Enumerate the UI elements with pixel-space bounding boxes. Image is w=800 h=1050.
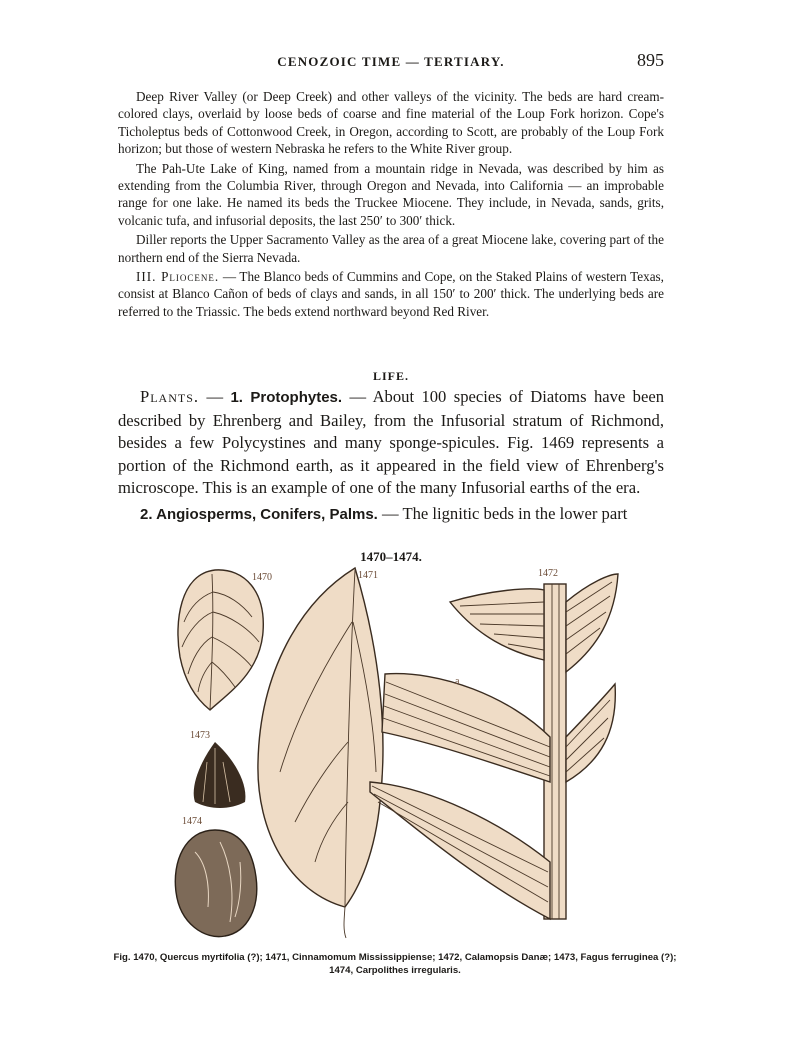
section-lead: III. Pliocene. xyxy=(136,269,220,285)
fig-1470-leaf xyxy=(178,570,263,710)
paragraph-text: — About 100 species of Diatoms have been described by Ehrenberg and Bailey, from the Infusorial stratum of Richmond, besides a few Polycystines and many sponge-spicules. Fig. 1469 represents a portion of the Richmond earth, as it appeared in the field view of Ehrenberg's microscope. This is an example of one of the many Infusorial earths of the era. xyxy=(118,387,664,497)
paragraph xyxy=(118,503,664,527)
fig-1471-leaf xyxy=(258,568,383,938)
label-1470: 1470 xyxy=(252,572,272,583)
paragraph: Deep River Valley (or Deep Creek) and other valleys of the vicinity. The beds are hard cream-colored clays, overlaid by loose beds of coarse and fine material of the Loup Fork horizon. Cope's Ticholeptus beds of Cottonwood Creek, in Oregon, according to Scott, are probably of the Loup Fork horizon; but those of western Nebraska he refers to the White River group. xyxy=(118,89,664,157)
text-block-small xyxy=(118,88,664,320)
page-header xyxy=(118,50,664,74)
label-1472: 1472 xyxy=(538,568,558,579)
figure-caption: Fig. 1470, Quercus myrtifolia (?); 1471, Cinnamomum Mississippiense; 1472, Calamopsis Danæ; 1473, Fagus ferruginea (?); 1474, Carpolithes irregularis. xyxy=(113,952,677,976)
fossil-plants-figure xyxy=(160,562,630,942)
subheading: 1. Protophytes. xyxy=(230,389,343,406)
paragraph: Diller reports the Upper Sacramento Valley as the area of a great Miocene lake, covering part of the northern end of the Sierra Nevada. xyxy=(118,232,664,265)
fig-1473-nut xyxy=(194,742,246,808)
label-a: a xyxy=(455,676,460,687)
fig-1472-palm xyxy=(370,574,618,919)
paragraph: The Pah-Ute Lake of King, named from a mountain ridge in Nevada, was described by him as extending from the Columbia River, through Oregon and Nevada, into California — an improbable range for one lake. He named its beds the Truckee Miocene. They include, in Nevada, sands, grits, volcanic tufa, and infusorial deposits, the last 250′ to 300′ thick. xyxy=(118,160,664,228)
label-1473: 1473 xyxy=(190,730,210,741)
paragraph-text: — The Blanco beds of Cummins and Cope, on the Staked Plains of western Texas, consist at Blanco Cañon of beds of clays and sands, in all 150′ to 200′ thick. The underlying beds are referred to the Triassic. The beds extend northward beyond Red River. xyxy=(118,269,664,319)
section-lead: Plants. xyxy=(140,387,200,406)
running-head: CENOZOIC TIME — TERTIARY. xyxy=(277,54,505,69)
label-1471: 1471 xyxy=(358,570,378,581)
paragraph-text: — The lignitic beds in the lower part xyxy=(377,503,628,523)
text-block-large xyxy=(118,386,664,526)
subheading: 2. Angiosperms, Conifers, Palms. xyxy=(140,505,378,523)
section-heading: LIFE. xyxy=(372,369,409,383)
page-number: 895 xyxy=(637,50,664,70)
paragraph: Plants. — 1. Protophytes. — About 100 species of Diatoms have been described by Ehrenberg and Bailey, from the Infusorial stratum of Richmond, besides a few Polycystines and many sponge-spicules. Fig. 1469 represents a portion of the Richmond earth, as it appeared in the field view of Ehrenberg's microscope. This is an example of one of the many Infusorial earths of the era. xyxy=(118,387,664,497)
figure-number: 1470–1474. xyxy=(360,549,422,564)
paragraph xyxy=(118,268,664,320)
label-1474: 1474 xyxy=(182,816,202,827)
fig-1474-seed xyxy=(175,830,256,937)
